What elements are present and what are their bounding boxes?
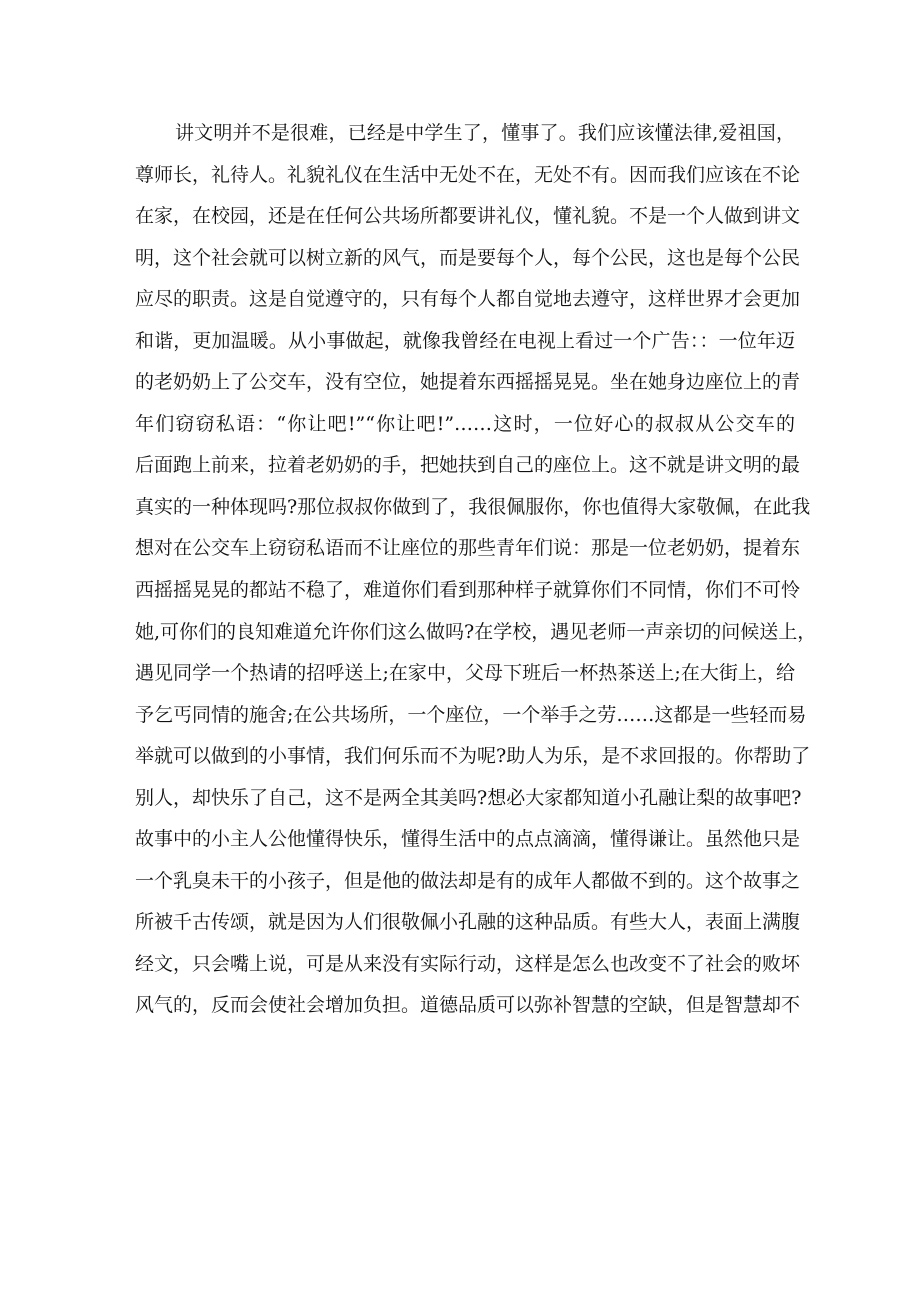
text-line: 在家，在校园，还是在任何公共场所都要讲礼仪，懂礼貌。不是一个人做到讲文 [135,205,801,228]
text-line: 一个乳臭未干的小孩子，但是他的做法却是有的成年人都做不到的。这个故事之 [135,869,801,892]
text-line: 予乞丐同情的施舍;在公共场所，一个座位，一个举手之劳……这都是一些轻而易 [135,703,807,726]
text-line: 举就可以做到的小事情，我们何乐而不为呢?助人为乐，是不求回报的。你帮助了 [135,745,811,768]
text-line: 遇见同学一个热请的招呼送上;在家中，父母下班后一杯热茶送上;在大街上，给 [135,662,795,685]
text-line: 经文，只会嘴上说，可是从来没有实际行动，这样是怎么也改变不了社会的败坏 [135,952,801,975]
document-body [135,113,817,1027]
text-line: 别人，却快乐了自己，这不是两全其美吗?想必大家都知道小孔融让梨的故事吧? [135,786,802,809]
text-line: 西摇摇晃晃的都站不稳了，难道你们看到那种样子就算你们不同情，你们不可怜 [135,579,801,602]
text-line: 所被千古传颂，就是因为人们很敬佩小孔融的这种品质。有些大人，表面上满腹 [135,911,801,934]
text-line: 应尽的职责。这是自觉遵守的，只有每个人都自觉地去遵守，这样世界才会更加 [135,288,801,311]
text-line: 想对在公交车上窃窃私语而不让座位的那些青年们说：那是一位老奶奶，提着东 [135,537,801,560]
text-line: 的老奶奶上了公交车，没有空位，她提着东西摇摇晃晃。坐在她身边座位上的青 [135,371,801,394]
text-line: 明，这个社会就可以树立新的风气，而是要每个人，每个公民，这也是每个公民 [135,246,801,269]
text-line: 她,可你们的良知难道允许你们这么做吗?在学校，遇见老师一声亲切的问候送上， [135,620,817,643]
text-line: 故事中的小主人公他懂得快乐，懂得生活中的点点滴滴，懂得谦让。虽然他只是 [135,828,801,851]
text-line: 讲文明并不是很难，已经是中学生了，懂事了。我们应该懂法律,爱祖国， [175,122,795,144]
text-line: 和谐，更加温暖。从小事做起，就像我曾经在电视上看过一个广告：：一位年迈 [135,329,795,352]
text-line: 尊师长，礼待人。礼貌礼仪在生活中无处不在，无处不有。因而我们应该在不论 [135,163,801,186]
text-line: 后面跑上前来，拉着老奶奶的手，把她扶到自己的座位上。这不就是讲文明的最 [135,454,801,477]
text-line: 年们窃窃私语：“你让吧!”“你让吧!”……这时，一位好心的叔叔从公交车的 [135,412,795,435]
text-line: 风气的，反而会使社会增加负担。道德品质可以弥补智慧的空缺，但是智慧却不 [135,994,801,1017]
text-line: 真实的一种体现吗?那位叔叔你做到了，我很佩服你，你也值得大家敬佩，在此我 [135,495,811,518]
